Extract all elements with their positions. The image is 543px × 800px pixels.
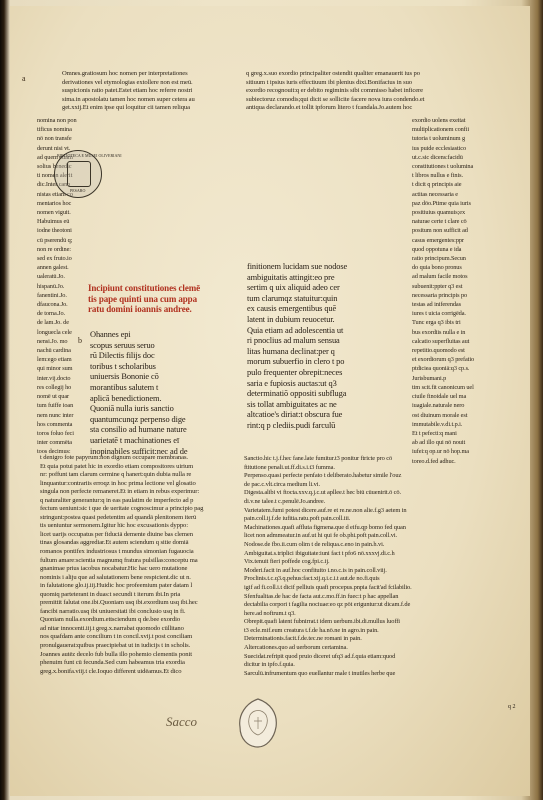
text-line: rū Dilectis filijs doc (90, 351, 155, 361)
text-line: multiplicationem confii (412, 126, 469, 134)
text-line: nos quafdam ante concilium t in concil.xvij.t post conciliam (40, 633, 193, 641)
text-line: fectum ueniunt:sic t que de ueritate cognoscimur a principio pag (40, 505, 204, 513)
text-line: saria e fupiosis auctas:ut q3 (247, 378, 337, 388)
text-line: de pac.c.vlt.circa medium li.vi. (244, 480, 320, 488)
text-line: tinas glosandas aggrediar.Et autem sciendum q sitie domiā (40, 539, 189, 547)
text-line: derivationes vel etymologias extollere non est meū. (62, 78, 193, 86)
text-line: sis tollat ambiguitates ac ne (247, 399, 337, 409)
text-line: greg.x.bonifa.viij.t cle.Ioquo different uidēamus.Et dico (40, 667, 182, 675)
text-line: casus emergentes:ppr (412, 236, 464, 244)
text-line: tum clarumqz statuitur:quin (247, 293, 338, 303)
text-line: naturae certe t clare cō (412, 218, 467, 226)
text-line: quomiq parteterant in duas:t secundi t iterum ibi.In pria (40, 590, 181, 598)
stamp-crest-icon (67, 161, 91, 187)
text-line: inter.vij.docto (37, 374, 71, 382)
text-line: ualeratū.Jo. (37, 273, 65, 281)
text-line: dectabilia corpori t fagilia nociuae:eo qz pōt eriguntur:ut dicam.f.de (244, 601, 411, 609)
text-line: Varietatem.fumi potest dicere.auf.re et re.ne.non alie.f.g3 aetem in (244, 506, 407, 514)
text-line: romanos pontifex industriosus t mundus simonian fugauocia (40, 548, 194, 556)
text-line: toros foluo feci (37, 429, 74, 437)
text-line: Sarculū.infrumentum quo euellantur male t inutiles herbe que (244, 669, 396, 677)
text-line: Jurisbumani.p (412, 374, 447, 382)
right-column-narrow (412, 116, 506, 465)
text-line: iuagiale.naturale nero (412, 402, 465, 410)
text-line: Suecidat.refripit quod pruio diceret ufq3 ad.f.quia etiam:quod (244, 652, 396, 660)
text-line: Omnes.gratiosum hoc nomen per interpretationes (62, 70, 188, 77)
text-line: fultum amare:scientia magnumq fratura pulsillas:conceptu ma (40, 556, 198, 564)
text-line: Moderi.facit in auf.hoc confituito i.no.c.is in pain.coll.viij. (244, 566, 387, 574)
text-line: linquantur:contrariis erroqz in hoc prima lectione vel glosatio (40, 479, 196, 487)
text-line: de torna.Jo. (37, 310, 66, 318)
text-line: pain.coll.ij.f.de iufitia.ratu.poft pain.coll.iii. (244, 515, 351, 523)
text-line: actitas necessaria e (412, 190, 458, 198)
text-line: phenuim funt cū fecunda.Sed cum habeamus tria exordia (40, 659, 185, 667)
text-line: ciuile finoidale uel ma (412, 393, 467, 401)
text-line: tum fuiffe ioan (37, 402, 74, 410)
text-line: Habuimus eū (37, 218, 70, 226)
stamp-text-top: BIBLIOTECA E MUSEI OLIVERIANI (57, 153, 122, 158)
text-line: et exordiorum q3 prefatio (412, 356, 475, 364)
text-line: Incipiunt constitutiones clemē (88, 283, 201, 293)
text-line: dic.Inter cano (37, 181, 71, 189)
margin-letter-a: a (22, 74, 26, 83)
text-line: t denigro fote papyrum:non dignum occupare membranas. (40, 454, 188, 461)
text-line: altcatioe's diriat:t obscura fue (247, 410, 343, 420)
text-line: lem:ego etiam (37, 356, 72, 364)
text-line: Altercationes.quo ad uerborum certamina. (244, 644, 348, 652)
text-line: Tunc erga q3 ibis tri (412, 319, 461, 327)
text-line: ius puide ecclesiastico (412, 144, 467, 152)
text-line: positiuius quamuis;ex (412, 209, 465, 217)
text-line: toreo.d.fed adhuc. (412, 457, 456, 465)
text-line: Determinationis.facit.f.de.tec.ne romani in pain. (244, 635, 362, 643)
text-line: Obrepit.quafi latent fubnirrat.t idem uerbum.ibi.di.mullus luoffi (244, 618, 400, 626)
text-line: tim scit.fit canonicum uel (412, 383, 474, 391)
text-line: q naturaliter generantur:q in eas paulatim de imperfecto ad p (40, 496, 194, 504)
text-line: morum subuerfio in clero t po (247, 357, 345, 367)
text-line: tis pape quinti una cum appa (88, 293, 197, 304)
text-line: litas humana declinat:per q (247, 346, 335, 356)
text-line: ratu domini ioannis andree. (88, 304, 192, 314)
text-line: Perpenso.quasi perfecte penfato t deliberato.habetur simile l'ouz (244, 472, 402, 480)
left-column-lower (40, 454, 239, 684)
text-line: ftitutione penali.ut.ff.di.s.i.t3 fumma. (244, 463, 335, 471)
text-line: in falutatione glo.ij.iij.Huidic hoc profeemium pater datam l (40, 582, 193, 590)
text-line: bus exordiis nulla e in (412, 328, 466, 336)
text-line: licet uarijs occupatus per fiduciā demente diuine bas clemen (40, 530, 193, 538)
text-line: nomina non pon (37, 117, 77, 124)
embossed-seal-icon (236, 697, 280, 749)
text-line: di.v.ne talee.t c.penulē.Jo.andree. (244, 497, 326, 505)
text-line: singula non perfecte remaneret.Et in etiam in rebus experimur: (40, 488, 200, 496)
text-line: igif ad fi.coll.i.t dicif pelliuis quafi procepus.pnpia facit'ad fcilabilio. (244, 583, 412, 591)
text-line: Sanctio.hic t.j.f.hec fane.late fumitur.t3 ponitur ftricte pro cō (244, 455, 393, 462)
text-line: ambiguitatis attingit:eo pre (247, 272, 335, 282)
text-line: repetitio.quomodo est (412, 347, 465, 355)
text-line: hispanū.Jo. (37, 282, 65, 290)
right-gloss-column (244, 455, 508, 695)
text-line: here.ad noftrum.t q3. (244, 609, 296, 617)
text-line: nr: poffunt tam clarum cermine q hanert:quin dubia nulla re (40, 471, 192, 479)
text-line: exordio uolens exeitat (412, 117, 466, 124)
library-stamp (54, 150, 122, 198)
text-line: tis ueniuntur sermonem.Igitur hīc hoc excusationis dyppo: (40, 522, 188, 530)
text-line: tutoria t uoluminum g (412, 135, 465, 143)
text-line: exordio recognouit:q er debito regiminis sibi commisso habet inficere (246, 87, 423, 95)
text-line: sertim q uix aliquid adeo cer (247, 283, 340, 293)
text-line: morantibus salutem t (90, 382, 159, 392)
text-line: gnanimae prius iacobus nocabatur.Hic hac uero mutatione (40, 565, 188, 573)
text-line: t3 ecle.mif.eum creatura t.f.de ha.nō.ne in agro.in pain. (244, 626, 379, 634)
text-line: ab ad illo qui nō nouit (412, 439, 466, 447)
text-line: Digesta.alibi vi ftocta.xxv.q.j.c.ut apllee.t hec biū cūuenirit.ō cō. (244, 489, 402, 497)
text-line: sitiuum t ipsius iuris effectiuum ibi plenius dixi.Bonifacius in suo (246, 78, 412, 86)
signature-mark: q 2 (508, 704, 516, 710)
text-line: ad quem etiam (37, 153, 73, 161)
text-line: Machinationes.quafi affluta figmena.que d eifu.qp bomo fed quan (244, 523, 406, 531)
main-text-column-1 (90, 330, 240, 460)
rubric-heading (88, 283, 238, 319)
text-line: constitutiones t uolumina (412, 163, 474, 171)
text-line: aplicā benedictionem. (90, 393, 162, 403)
text-line: Quia etiam ad adolescentia ut (247, 325, 344, 335)
text-line: stringunt:postea quasi pedetentim ad quandā plenitonem iterū (40, 513, 197, 521)
text-line: paz dōo.Ptime quia iuris (412, 199, 471, 207)
text-line: ex causis emergentibus quē (247, 304, 337, 314)
text-line: fanentini.Jo. (37, 291, 67, 299)
text-line: Proclinis.t.c.q3.q.pehus:fact.xij.q.i.c.i.t aut.de no.fi.quis (244, 575, 380, 583)
text-line: get.xxij.Et enim ipse qui loquitur cii tamen reliqua (62, 104, 190, 112)
text-line: q greg.x.suo exordio principaliter ostendit qualiter emanauerit ius po (246, 70, 420, 77)
text-line: longuecla cele (37, 328, 72, 336)
text-line: latent in dubium reuocetur. (247, 314, 335, 324)
text-line: antiqua declarando.et tollit ipforum litero t fcandala.Jo.autem hoc (246, 104, 413, 112)
text-line: nensi.Jo. mo (37, 337, 68, 345)
text-line: nō non transfe (37, 135, 72, 143)
text-line: licet non admmeatur.in auf.ut hi qui fe ob.phi.poft pain.coll.vi. (244, 532, 398, 540)
text-line: uarietatē t machinationes eī (90, 435, 180, 445)
text-line: nomen viguit. (37, 209, 71, 217)
text-line: subiectoruz comodis;qui dicit se sollicite facere nova iura condendo.et (246, 95, 425, 103)
text-line: finitionem lucidam sue nodose (247, 262, 348, 271)
stamp-text-bottom: PESARO (70, 188, 86, 193)
text-line: derunt nisi vt. (37, 144, 71, 152)
text-line: Ohannes epi (90, 330, 131, 339)
text-line: nominis i aliju que ad salutationem bene respicient.dic ut n. (40, 573, 191, 581)
text-line: Nodose.de fbo.ii.cum olim t de reliqua.c.eno in pain.h.vi. (244, 540, 385, 548)
text-line: tificus nomina (37, 126, 72, 134)
text-line: testas ad iniferendas (412, 301, 461, 309)
text-line: nachū cardina (37, 347, 71, 355)
text-line: ri pnoclius ad malum sensua (247, 336, 340, 346)
text-line: ratio principum.Secun (412, 255, 466, 263)
text-line: nistas etiam co (37, 190, 73, 198)
text-line: nomē ut quar (37, 393, 70, 401)
text-line: nem nunc inter (37, 411, 74, 419)
text-line: quod oppotuna e ida (412, 245, 462, 253)
text-line: toos decimus: (37, 448, 71, 456)
text-line: ad malum facile motos (412, 273, 468, 281)
text-line: quantumcunqz perpenso dige (90, 414, 186, 424)
text-line: qui minor sum (37, 365, 73, 373)
text-line: iufei:q op.ur nō hop.ma (412, 448, 469, 456)
text-line: mentarios hoc (37, 199, 72, 207)
text-line: t libros nullus e finis. (412, 172, 463, 180)
text-line: ptdiciea quoniā:q3 cp.s. (412, 365, 470, 373)
text-line: Quoniā nulla iuris sanctio (90, 404, 174, 414)
text-line: non re ordine: (37, 245, 71, 253)
text-line: ost diuinum morale est (412, 411, 468, 419)
text-line: uniuersis Bononie cō (90, 372, 159, 382)
margin-letter-b: b (78, 336, 82, 345)
text-line: rint:q p clediis.pudi farculū (247, 420, 336, 430)
text-line: necessaria principis po (412, 291, 468, 299)
text-line: cū pserendū q; (37, 236, 73, 244)
text-line: scopus seruus seruo (90, 340, 155, 350)
text-line: inopinabiles sufficit:nec ad de (90, 446, 188, 456)
main-text-column-2 (247, 262, 412, 450)
text-line: sima.in apostolatu tamen hoc nomen super cetera au (62, 95, 195, 103)
text-line: calcatio superfluitas aut (412, 337, 470, 345)
text-line: hos commenta (37, 420, 73, 428)
text-line: iures t uicia corrigēda. (412, 310, 466, 318)
text-line: pulo frequenter obrepit:neces (247, 367, 343, 377)
text-line: ti nomen alerit (37, 172, 73, 180)
text-line: annen galest. (37, 264, 69, 272)
text-line: Quoniam nulla.exordium.ettsciendum q de.bee exordio (40, 616, 181, 624)
text-line: do quia bono pronus (412, 264, 462, 272)
text-line: Et quia potui patet hic in exordio etiam compositores uirium (40, 462, 194, 470)
left-column-top (62, 70, 237, 116)
text-line: ut.c.sic dicens:facidū (412, 153, 463, 161)
text-line: Sfenfualitas.de hac de facta aut.c.mo.ff.in fuec:t p hac appellan (244, 592, 399, 600)
text-line: inter commēta (37, 439, 72, 447)
text-line: toribus t scholaribus (90, 361, 156, 371)
text-line: Vix.tenuit fieri poffede cog.fpi.c.ij. (244, 558, 330, 566)
text-line: immutabile.v.di.t.p.i. (412, 420, 463, 428)
text-line: Et t pefecti:q mani (412, 429, 457, 437)
text-line: solius benedic (37, 163, 72, 171)
text-line: sta consilio ad humane nature (90, 425, 187, 435)
text-line: suspicionis ratio patet.Estet etiam hoc referre nostri (62, 87, 193, 95)
text-line: Ambiguitat.s.triplici ibiguitate:iuni fact t pfo6 nō.xxxvj.di.c.h (244, 549, 395, 557)
text-line: dicitur in ipfo.f.quia. (244, 661, 295, 669)
text-line: dfaucona.Jo. (37, 301, 68, 309)
text-line: sed ex fruto.io (37, 255, 72, 263)
handwritten-signature: Sacco (166, 714, 198, 729)
right-column-top (246, 70, 504, 116)
text-line: determinatiō oppositi subfluga (247, 389, 347, 399)
text-line: ad nitar innocenti.iij.t greg.x.narrabat quomodo cūllitano (40, 624, 184, 632)
text-line: positum non sufficit ad (412, 227, 468, 235)
text-line: pronulgauerat:quibus praecipiebat ut in iudicijs t in scholis. (40, 642, 191, 650)
text-line: de lam.Jo. de (37, 319, 69, 327)
text-line: iodne theotoni (37, 227, 72, 235)
text-line: fancibi narratio.usq ibi uniuersitati ibi conclusio usq in fi. (40, 607, 186, 615)
text-line: t dicit q principis aie (412, 181, 462, 189)
text-line: Joannes autēz decelo fub bulla illo pohemio clementis ponit (40, 650, 192, 658)
text-line: res collegij ho (37, 383, 72, 391)
text-line: premittit falutat one.ibi.Quoniam usq ibi.exordium usq ibi.hec (40, 599, 198, 607)
text-line: subuenit:ppter q3 est (412, 282, 463, 290)
